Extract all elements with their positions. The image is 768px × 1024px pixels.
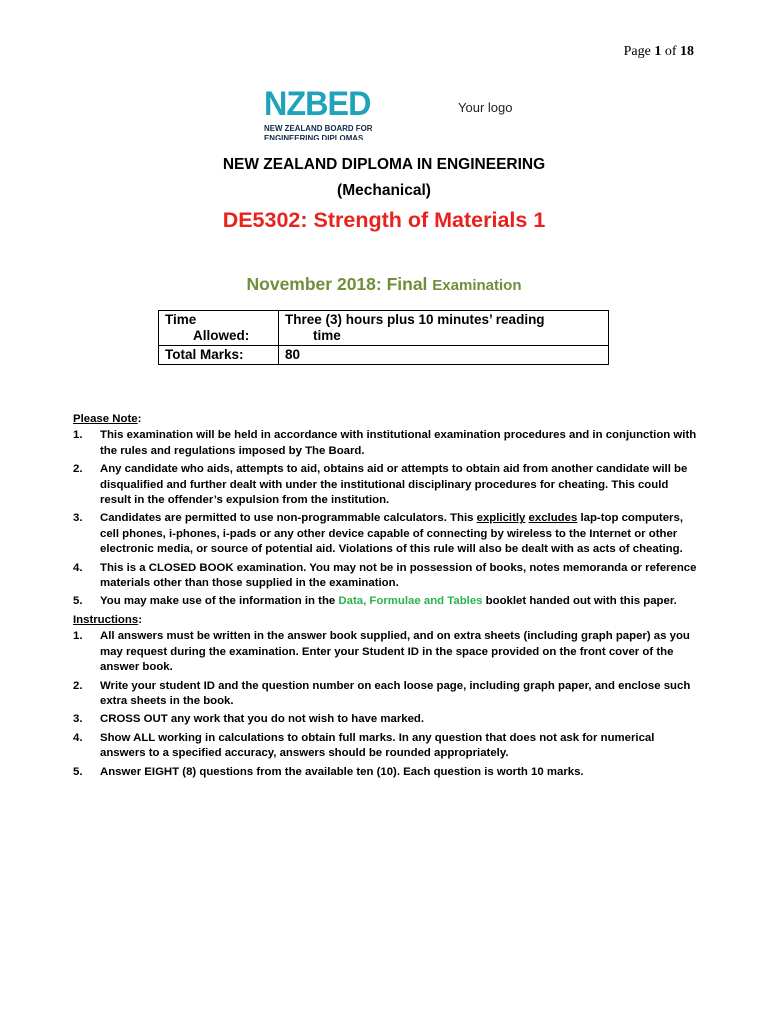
time-label: Time Allowed:: [159, 311, 279, 346]
marks-row: [159, 346, 609, 365]
list-item: 4. Show ALL working in calculations to obtain full marks. In any question that does not ask for numerical answers to a specified accuracy, answers should be rounded appropriately.: [73, 731, 655, 760]
logo-placeholder: Your logo: [458, 100, 513, 115]
diploma-title: NEW ZEALAND DIPLOMA IN ENGINEERING: [222, 156, 546, 173]
instructions-list: [73, 629, 701, 780]
list-item: 2. Write your student ID and the question number on each loose page, including graph paper, and enclose such extra sheets in the book.: [73, 679, 691, 707]
list-item: 5. Answer EIGHT (8) questions from the available ten (10). Each question is worth 10 marks.: [73, 765, 584, 778]
logo-mark: NZBED: [264, 88, 371, 123]
notes-section: [73, 412, 701, 783]
course-title: DE5302: Strength of Materials 1: [222, 208, 546, 232]
list-item: 5. You may make use of the information in the Data, Formulae and Tables booklet handed out with this paper.: [73, 595, 677, 608]
logo-subtitle: NEW ZEALAND BOARD FOR ENGINEERING DIPLOMAS: [264, 123, 373, 140]
notes-list: [73, 428, 701, 609]
list-item: 1. This examination will be held in accordance with institutional examination procedures and in conjunction with the rules and regulations imposed by The Board.: [73, 429, 697, 457]
list-item: 3. CROSS OUT any work that you do not wish to have marked.: [73, 713, 425, 726]
list-item: 3. Candidates are permitted to use non-programmable calculators. This explicitly excludes lap-top computers, cell phones, i-phones, i-pads or any other device capable of connecting by wireless to the Internet or other electronic media, or source of potential aid. Violations of this rule will also be dealt with as acts of cheating.: [73, 512, 683, 556]
list-item: 2. Any candidate who aids, attempts to aid, obtains aid or attempts to obtain aid from another candidate will be disqualified and further dealt with under the institutional disciplinary procedures for cheating. This could result in the offender’s expulsion from the institution.: [73, 463, 688, 507]
list-item: 1. All answers must be written in the answer book supplied, and on extra sheets (including graph paper) as you may request during the examination. Enter your Student ID in the space provided on the front cover of the answer book.: [73, 630, 690, 674]
time-value: Three (3) hours plus 10 minutes’ reading time: [279, 311, 609, 346]
page-number: Page 1 of 18: [623, 44, 694, 59]
time-row: [159, 311, 609, 346]
list-item: 4. This is a CLOSED BOOK examination. You may not be in possession of books, notes memoranda or reference materials other than those supplied in the examination.: [73, 561, 697, 590]
discipline-title: (Mechanical): [337, 182, 431, 199]
instructions-heading: Instructions:: [73, 613, 142, 626]
nzbed-logo: [264, 88, 394, 140]
exam-title: November 2018: Final Examination: [246, 274, 522, 294]
please-note-heading: Please Note:: [73, 413, 142, 425]
marks-label: Total Marks:: [159, 346, 279, 365]
marks-value: 80: [279, 346, 609, 365]
exam-info-table: [158, 310, 609, 365]
